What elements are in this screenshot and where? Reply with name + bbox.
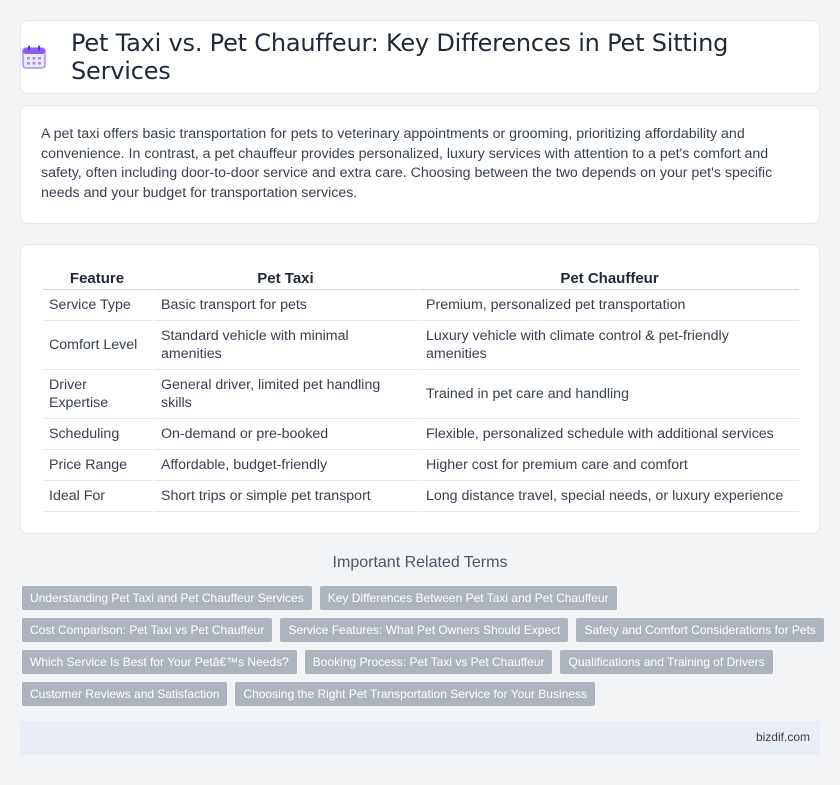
related-tag[interactable]: Customer Reviews and Satisfaction xyxy=(22,682,227,706)
row-pet-chauffeur: Long distance travel, special needs, or luxury experience xyxy=(420,481,799,512)
footer xyxy=(20,721,820,754)
table-header-row xyxy=(43,265,799,290)
row-feature: Driver Expertise xyxy=(43,370,155,419)
table-row xyxy=(43,370,799,419)
related-tag[interactable]: Understanding Pet Taxi and Pet Chauffeur Services xyxy=(22,586,312,610)
header-pet-taxi: Pet Taxi xyxy=(155,265,420,290)
tag-row xyxy=(22,618,822,642)
row-feature: Ideal For xyxy=(43,481,155,512)
page-title: Pet Taxi vs. Pet Chauffeur: Key Differences in Pet Sitting Services xyxy=(71,29,729,85)
tag-row xyxy=(22,682,822,706)
row-feature: Comfort Level xyxy=(43,321,155,370)
row-feature: Price Range xyxy=(43,450,155,481)
row-pet-chauffeur: Trained in pet care and handling xyxy=(420,370,799,419)
related-tag[interactable]: Booking Process: Pet Taxi vs Pet Chauffeur xyxy=(305,650,553,674)
related-terms-heading: Important Related Terms xyxy=(332,554,508,571)
intro-text: A pet taxi offers basic transportation for pets to veterinary appointments or grooming, prioritizing affordability and convenience. In contrast, a pet chauffeur provides personalized, luxury services with attention to a pet's comfort and safety, often including door-to-door service and extra care. Choosing between the two depends on your pet's specific needs and your budget for transportation services. xyxy=(41,126,773,201)
row-pet-taxi: General driver, limited pet handling skills xyxy=(155,370,420,419)
row-pet-chauffeur: Flexible, personalized schedule with additional services xyxy=(420,419,799,450)
row-feature: Service Type xyxy=(43,290,155,321)
related-tag[interactable]: Choosing the Right Pet Transportation Service for Your Business xyxy=(235,682,595,706)
intro-card xyxy=(20,105,820,224)
row-pet-taxi: Short trips or simple pet transport xyxy=(155,481,420,512)
comparison-table xyxy=(43,265,799,512)
tag-row xyxy=(22,586,822,610)
row-pet-taxi: Standard vehicle with minimal amenities xyxy=(155,321,420,370)
row-pet-chauffeur: Premium, personalized pet transportation xyxy=(420,290,799,321)
row-pet-chauffeur: Luxury vehicle with climate control & pet-friendly amenities xyxy=(420,321,799,370)
related-tag[interactable]: Key Differences Between Pet Taxi and Pet Chauffeur xyxy=(320,586,617,610)
header-feature: Feature xyxy=(43,265,155,290)
comparison-table-card xyxy=(20,244,820,534)
calendar-icon xyxy=(21,44,47,70)
related-tag[interactable]: Service Features: What Pet Owners Should Expect xyxy=(280,618,568,642)
header-pet-chauffeur: Pet Chauffeur xyxy=(420,265,799,290)
row-feature: Scheduling xyxy=(43,419,155,450)
table-row xyxy=(43,321,799,370)
row-pet-taxi: Basic transport for pets xyxy=(155,290,420,321)
related-tag[interactable]: Which Service Is Best for Your Petâ€™s Needs? xyxy=(22,650,297,674)
related-tag[interactable]: Cost Comparison: Pet Taxi vs Pet Chauffeur xyxy=(22,618,272,642)
related-tag[interactable]: Qualifications and Training of Drivers xyxy=(560,650,772,674)
related-tag[interactable]: Safety and Comfort Considerations for Pets xyxy=(576,618,823,642)
table-row xyxy=(43,481,799,512)
table-row xyxy=(43,419,799,450)
row-pet-chauffeur: Higher cost for premium care and comfort xyxy=(420,450,799,481)
tag-row xyxy=(22,650,822,674)
title-card xyxy=(20,20,820,94)
table-row xyxy=(43,290,799,321)
related-terms-tags xyxy=(22,586,822,714)
table-row xyxy=(43,450,799,481)
row-pet-taxi: On-demand or pre-booked xyxy=(155,419,420,450)
footer-brand-link[interactable]: bizdif.com xyxy=(755,730,810,744)
row-pet-taxi: Affordable, budget-friendly xyxy=(155,450,420,481)
